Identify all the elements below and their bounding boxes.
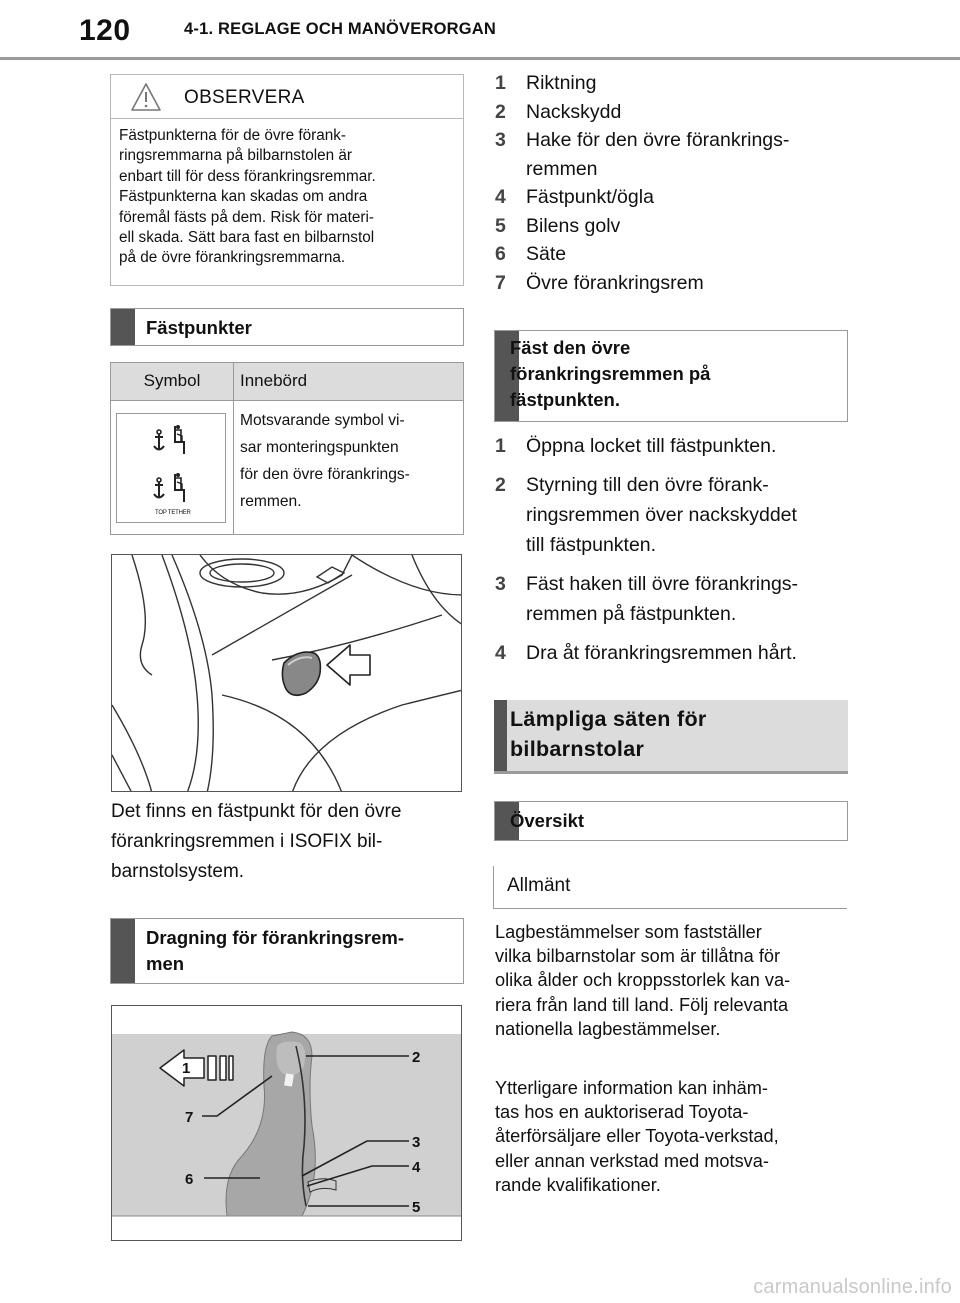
step-number: 3 xyxy=(495,573,506,595)
paragraph-line: vilka bilbarnstolar som är tillåtna för xyxy=(495,946,781,967)
table-cell-meaning xyxy=(240,407,457,515)
item-text: remmen xyxy=(526,157,598,180)
observera-box xyxy=(110,74,464,286)
step-number: 4 xyxy=(495,642,506,664)
arrow-indicator xyxy=(327,645,370,685)
symbol-image xyxy=(116,413,226,523)
item-number: 5 xyxy=(495,214,506,237)
section-fast-den-ovre xyxy=(494,330,848,422)
item-text: Nackskydd xyxy=(526,100,622,123)
anchor-child-seat-icon xyxy=(151,420,191,460)
callout-label: 1 xyxy=(182,1060,191,1077)
warning-triangle-icon xyxy=(130,82,162,112)
heading-line: Fäst den övre xyxy=(510,337,631,358)
heading-line: Dragning för förankringsrem- xyxy=(146,927,404,948)
paragraph-line: förankringsremmen i ISOFIX bil- xyxy=(111,831,383,852)
column-header-symbol: Symbol xyxy=(143,371,201,390)
step-item xyxy=(495,470,855,560)
meaning-line: för den övre förankrings- xyxy=(240,466,410,483)
paragraph-line: nationella lagbestämmelser. xyxy=(495,1018,721,1039)
step-text: Fäst haken till övre förankrings- xyxy=(526,573,799,595)
table-header-row xyxy=(111,363,463,401)
anchor-cover-shape xyxy=(282,652,320,695)
anchor-child-seat-icon xyxy=(151,468,191,508)
chapter-title: 4-1. REGLAGE OCH MANÖVERORGAN xyxy=(184,20,496,38)
item-text: Fästpunkt/ögla xyxy=(526,186,654,208)
heading-line: bilbarnstolar xyxy=(510,737,645,761)
tether-routing-drawing xyxy=(112,1006,462,1241)
table-column-divider xyxy=(233,363,234,534)
step-text: ringsremmen över nackskyddet xyxy=(526,504,797,526)
section-marker xyxy=(111,309,135,345)
paragraph-line: Ytterligare information kan inhäm- xyxy=(495,1078,768,1098)
observera-header xyxy=(111,75,463,119)
item-number: 2 xyxy=(495,100,506,123)
paragraph-line: rande kvalifikationer. xyxy=(495,1174,661,1195)
observera-line: på de övre förankringsremmarna. xyxy=(119,249,346,267)
section-dragning xyxy=(110,918,464,984)
heading-line: förankringsremmen på xyxy=(510,363,711,384)
heading-line: fästpunkten. xyxy=(510,389,620,410)
observera-line: Fästpunkterna för de övre förank- xyxy=(119,127,347,144)
item-text: Säte xyxy=(526,243,567,265)
paragraph-line: olika ålder och kroppsstorlek kan va- xyxy=(495,970,791,991)
step-text: Dra åt förankringsremmen hårt. xyxy=(526,642,797,664)
paragraph-line: Lagbestämmelser som fastställer xyxy=(495,922,762,942)
observera-line: ringsremmarna på bilbarnstolen är xyxy=(119,147,352,165)
observera-line: ell skada. Sätt bara fast en bilbarnstol xyxy=(119,229,375,247)
list-item xyxy=(495,269,855,298)
step-text: Öppna locket till fästpunkten. xyxy=(526,435,777,457)
oversikt-paragraph-2 xyxy=(495,1076,855,1197)
item-number: 7 xyxy=(495,271,506,294)
observera-line: enbart till för dess förankringsremmar. xyxy=(119,167,376,185)
observera-text xyxy=(111,119,463,269)
step-text: remmen på fästpunkten. xyxy=(526,603,737,625)
list-item xyxy=(495,183,855,212)
section-lampliga-saten xyxy=(494,700,848,774)
meaning-line: Motsvarande symbol vi- xyxy=(240,412,405,429)
section-title xyxy=(510,335,841,413)
parts-list xyxy=(495,69,855,297)
top-tether-label: TOP TETHER xyxy=(155,510,191,516)
list-item xyxy=(495,98,855,127)
heading-line: men xyxy=(146,953,185,974)
paragraph-line: barnstolsystem. xyxy=(111,861,245,882)
step-number: 2 xyxy=(495,474,506,496)
tether-routing-illustration xyxy=(111,1005,462,1241)
section-marker xyxy=(111,919,135,983)
column-header-meaning: Innebörd xyxy=(240,371,308,390)
callout-label: 3 xyxy=(412,1134,421,1151)
section-title: Översikt xyxy=(510,810,585,831)
paragraph-line: eller annan verkstad med motsva- xyxy=(495,1150,769,1171)
list-item xyxy=(495,69,855,98)
callout-label: 4 xyxy=(412,1159,421,1176)
meaning-line: remmen. xyxy=(240,493,302,510)
oversikt-paragraph-1 xyxy=(495,920,855,1041)
item-text: Hake för den övre förankrings- xyxy=(526,129,790,151)
page-header xyxy=(0,0,960,60)
subheading-allmant xyxy=(493,866,847,909)
page-number: 120 xyxy=(79,14,131,47)
item-number: 6 xyxy=(495,243,506,265)
paragraph-line: Det finns en fästpunkt för den övre xyxy=(111,801,402,822)
step-text: Styrning till den övre förank- xyxy=(526,474,769,496)
intro-paragraph xyxy=(111,797,471,887)
observera-title: OBSERVERA xyxy=(184,87,305,108)
step-text: till fästpunkten. xyxy=(526,534,657,556)
meaning-line: sar monteringspunkten xyxy=(240,439,399,456)
section-oversikt xyxy=(494,801,848,841)
steps-list xyxy=(495,431,855,668)
paragraph-line: tas hos en auktoriserad Toyota- xyxy=(495,1102,749,1123)
list-item xyxy=(495,212,855,241)
section-title xyxy=(510,704,842,764)
symbol-table xyxy=(110,362,464,535)
step-item xyxy=(495,638,855,668)
callout-label: 5 xyxy=(412,1199,421,1216)
heading-line: Lämpliga säten för xyxy=(510,707,707,731)
item-number: 4 xyxy=(495,186,506,208)
section-fastpunkter xyxy=(110,308,464,346)
paragraph-line: riera från land till land. Följ relevanta xyxy=(495,994,789,1015)
callout-label: 7 xyxy=(185,1109,194,1126)
observera-line: föremål fästs på dem. Risk för materi- xyxy=(119,208,375,226)
header-divider xyxy=(0,57,960,60)
section-title: Fästpunkter xyxy=(146,317,252,338)
item-text: Riktning xyxy=(526,72,597,94)
anchor-point-illustration xyxy=(111,554,462,792)
item-number: 3 xyxy=(495,129,506,151)
step-number: 1 xyxy=(495,435,506,457)
item-text: Övre förankringsrem xyxy=(526,271,704,294)
section-title xyxy=(146,925,457,977)
observera-line: Fästpunkterna kan skadas om andra xyxy=(119,188,368,206)
section-marker xyxy=(494,700,507,771)
callout-label: 2 xyxy=(412,1049,421,1066)
item-text: Bilens golv xyxy=(526,214,621,237)
paragraph-line: återförsäljare eller Toyota-verkstad, xyxy=(495,1126,779,1147)
step-item xyxy=(495,431,855,461)
list-item xyxy=(495,240,855,269)
item-number: 1 xyxy=(495,72,506,94)
anchor-point-drawing xyxy=(112,555,462,792)
callout-label: 6 xyxy=(185,1171,194,1188)
subheading-text: Allmänt xyxy=(507,875,571,896)
list-item xyxy=(495,126,855,183)
step-item xyxy=(495,569,855,629)
watermark-link[interactable]: carmanualsonline.info xyxy=(753,1276,952,1298)
